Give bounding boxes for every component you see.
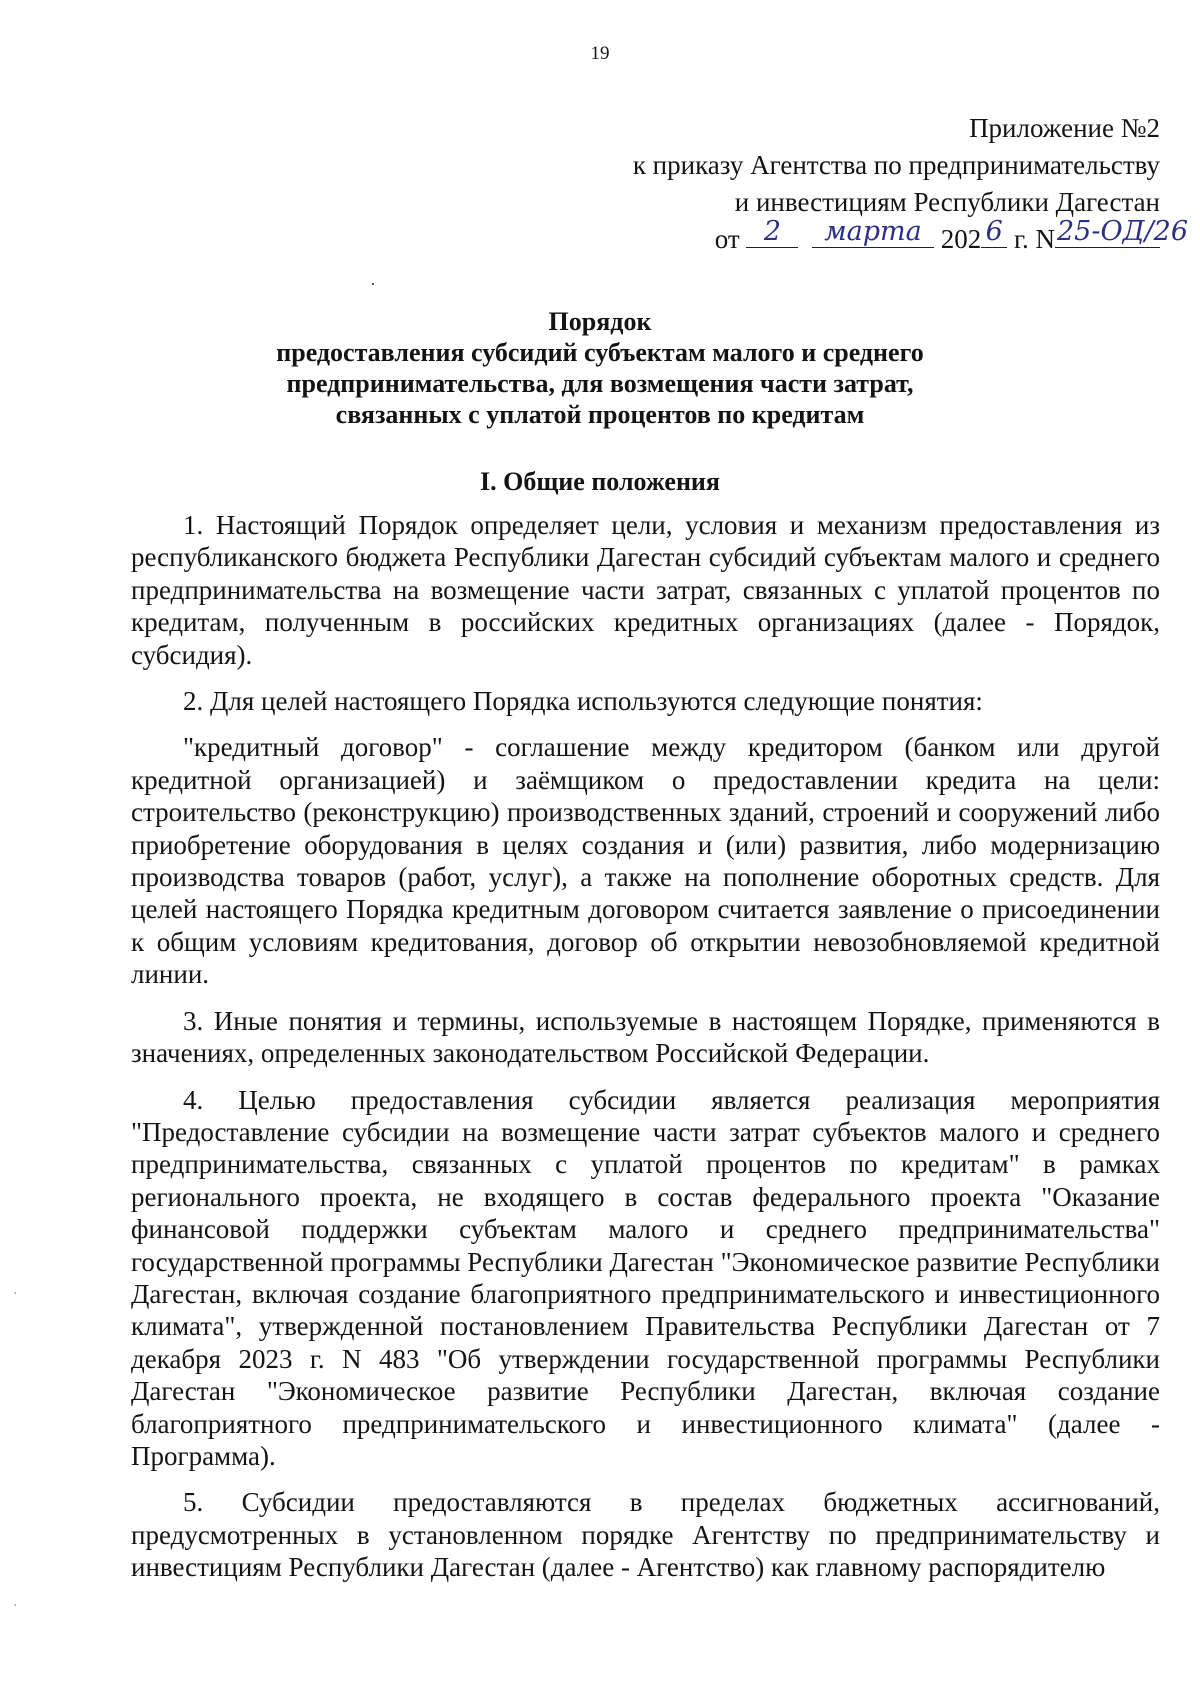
- month-blank: [812, 216, 934, 248]
- title-line: предпринимательства, для возмещения части затрат,: [286, 369, 914, 398]
- paragraph-2: 2. Для целей настоящего Порядка используются следующие понятия:: [183, 686, 983, 717]
- day-blank: [746, 216, 798, 248]
- paragraph-1: 1. Настоящий Порядок определяет цели, условия и механизм предоставления из республиканского бюджета Республики Дагестан субсидий субъектам малого и среднего предпринимательства на возмещение части затрат, связанных с уплатой процентов по кредитам, полученным в российских кредитных организациях (далее - Порядок, субсидия).: [131, 510, 1160, 670]
- year-prefix: 202: [940, 224, 982, 254]
- scan-speck: [372, 283, 374, 285]
- handwritten-day: 2: [763, 216, 782, 247]
- order-date-number: [633, 216, 1189, 258]
- paragraph-3: 3. Иные понятия и термины, используемые в настоящем Порядке, применяются в значениях, определенных законодательством Российской Федерации.: [131, 1005, 1160, 1069]
- handwritten-number: 25-ОД/26: [1057, 216, 1189, 247]
- number-label: г. N: [1013, 224, 1055, 254]
- document-body: [131, 509, 1160, 1584]
- paragraph-4: 4. Целью предоставления субсидии является реализация мероприятия "Предоставление субсидии на возмещение части затрат субъектов малого и среднего предпринимательства, связанных с уплатой процентов по кредитам" в рамках регионального проекта, не входящего в состав федерального проекта "Оказание финансовой поддержки субъектам малого и среднего предпринимательства" государственной программы Республики Дагестан "Экономическое развитие Республики Дагестан, включая создание благоприятного предпринимательского и инвестиционного климата", утвержденной постановлением Правительства Республики Дагестан от 7 декабря 2023 г. N 483 "Об утверждении государственной программы Республики Дагестан "Экономическое развитие Республики Дагестан, включая создание благоприятного предпринимательского и инвестиционного климата" (далее - Программа).: [131, 1084, 1160, 1471]
- document-title: [0, 306, 1200, 430]
- agency-name: и инвестициям Республики Дагестан: [734, 187, 1160, 217]
- scan-speck: [14, 1604, 16, 1606]
- from-label: от: [714, 224, 740, 254]
- paragraph-definition: "кредитный договор" - соглашение между кредитором (банком или другой кредитной организацией) и заёмщиком о предоставлении кредита на цели: строительство (реконструкцию) производственных зданий, строений и сооружений либо приобретение оборудования в целях создания и (или) развития, либо модернизацию производства товаров (работ, услуг), а также на пополнение оборотных средств. Для целей настоящего Порядка кредитным договором считается заявление о присоединении к общим условиям кредитования, договор об открытии невозобновляемой кредитной линии.: [131, 732, 1160, 990]
- order-reference: к приказу Агентства по предпринимательству: [632, 150, 1160, 180]
- approval-block: [632, 110, 1189, 258]
- title-line: предоставления субсидий субъектам малого и среднего: [276, 338, 924, 367]
- year-blank: [981, 216, 1007, 248]
- title-line: Порядок: [548, 307, 652, 336]
- section-heading: I. Общие положения: [480, 467, 720, 496]
- page-number: 19: [590, 43, 610, 64]
- title-line: связанных с уплатой процентов по кредитам: [335, 400, 865, 429]
- number-blank: [1055, 216, 1189, 248]
- appendix-label: Приложение №2: [969, 113, 1160, 143]
- scan-speck: [14, 1292, 16, 1294]
- handwritten-year-digit: 6: [985, 216, 1003, 247]
- paragraph-5: 5. Субсидии предоставляются в пределах бюджетных ассигнований, предусмотренных в установленном порядке Агентству по предпринимательству и инвестициям Республики Дагестан (далее - Агентство) как главному распорядителю: [131, 1487, 1160, 1583]
- handwritten-month: марта: [824, 216, 922, 247]
